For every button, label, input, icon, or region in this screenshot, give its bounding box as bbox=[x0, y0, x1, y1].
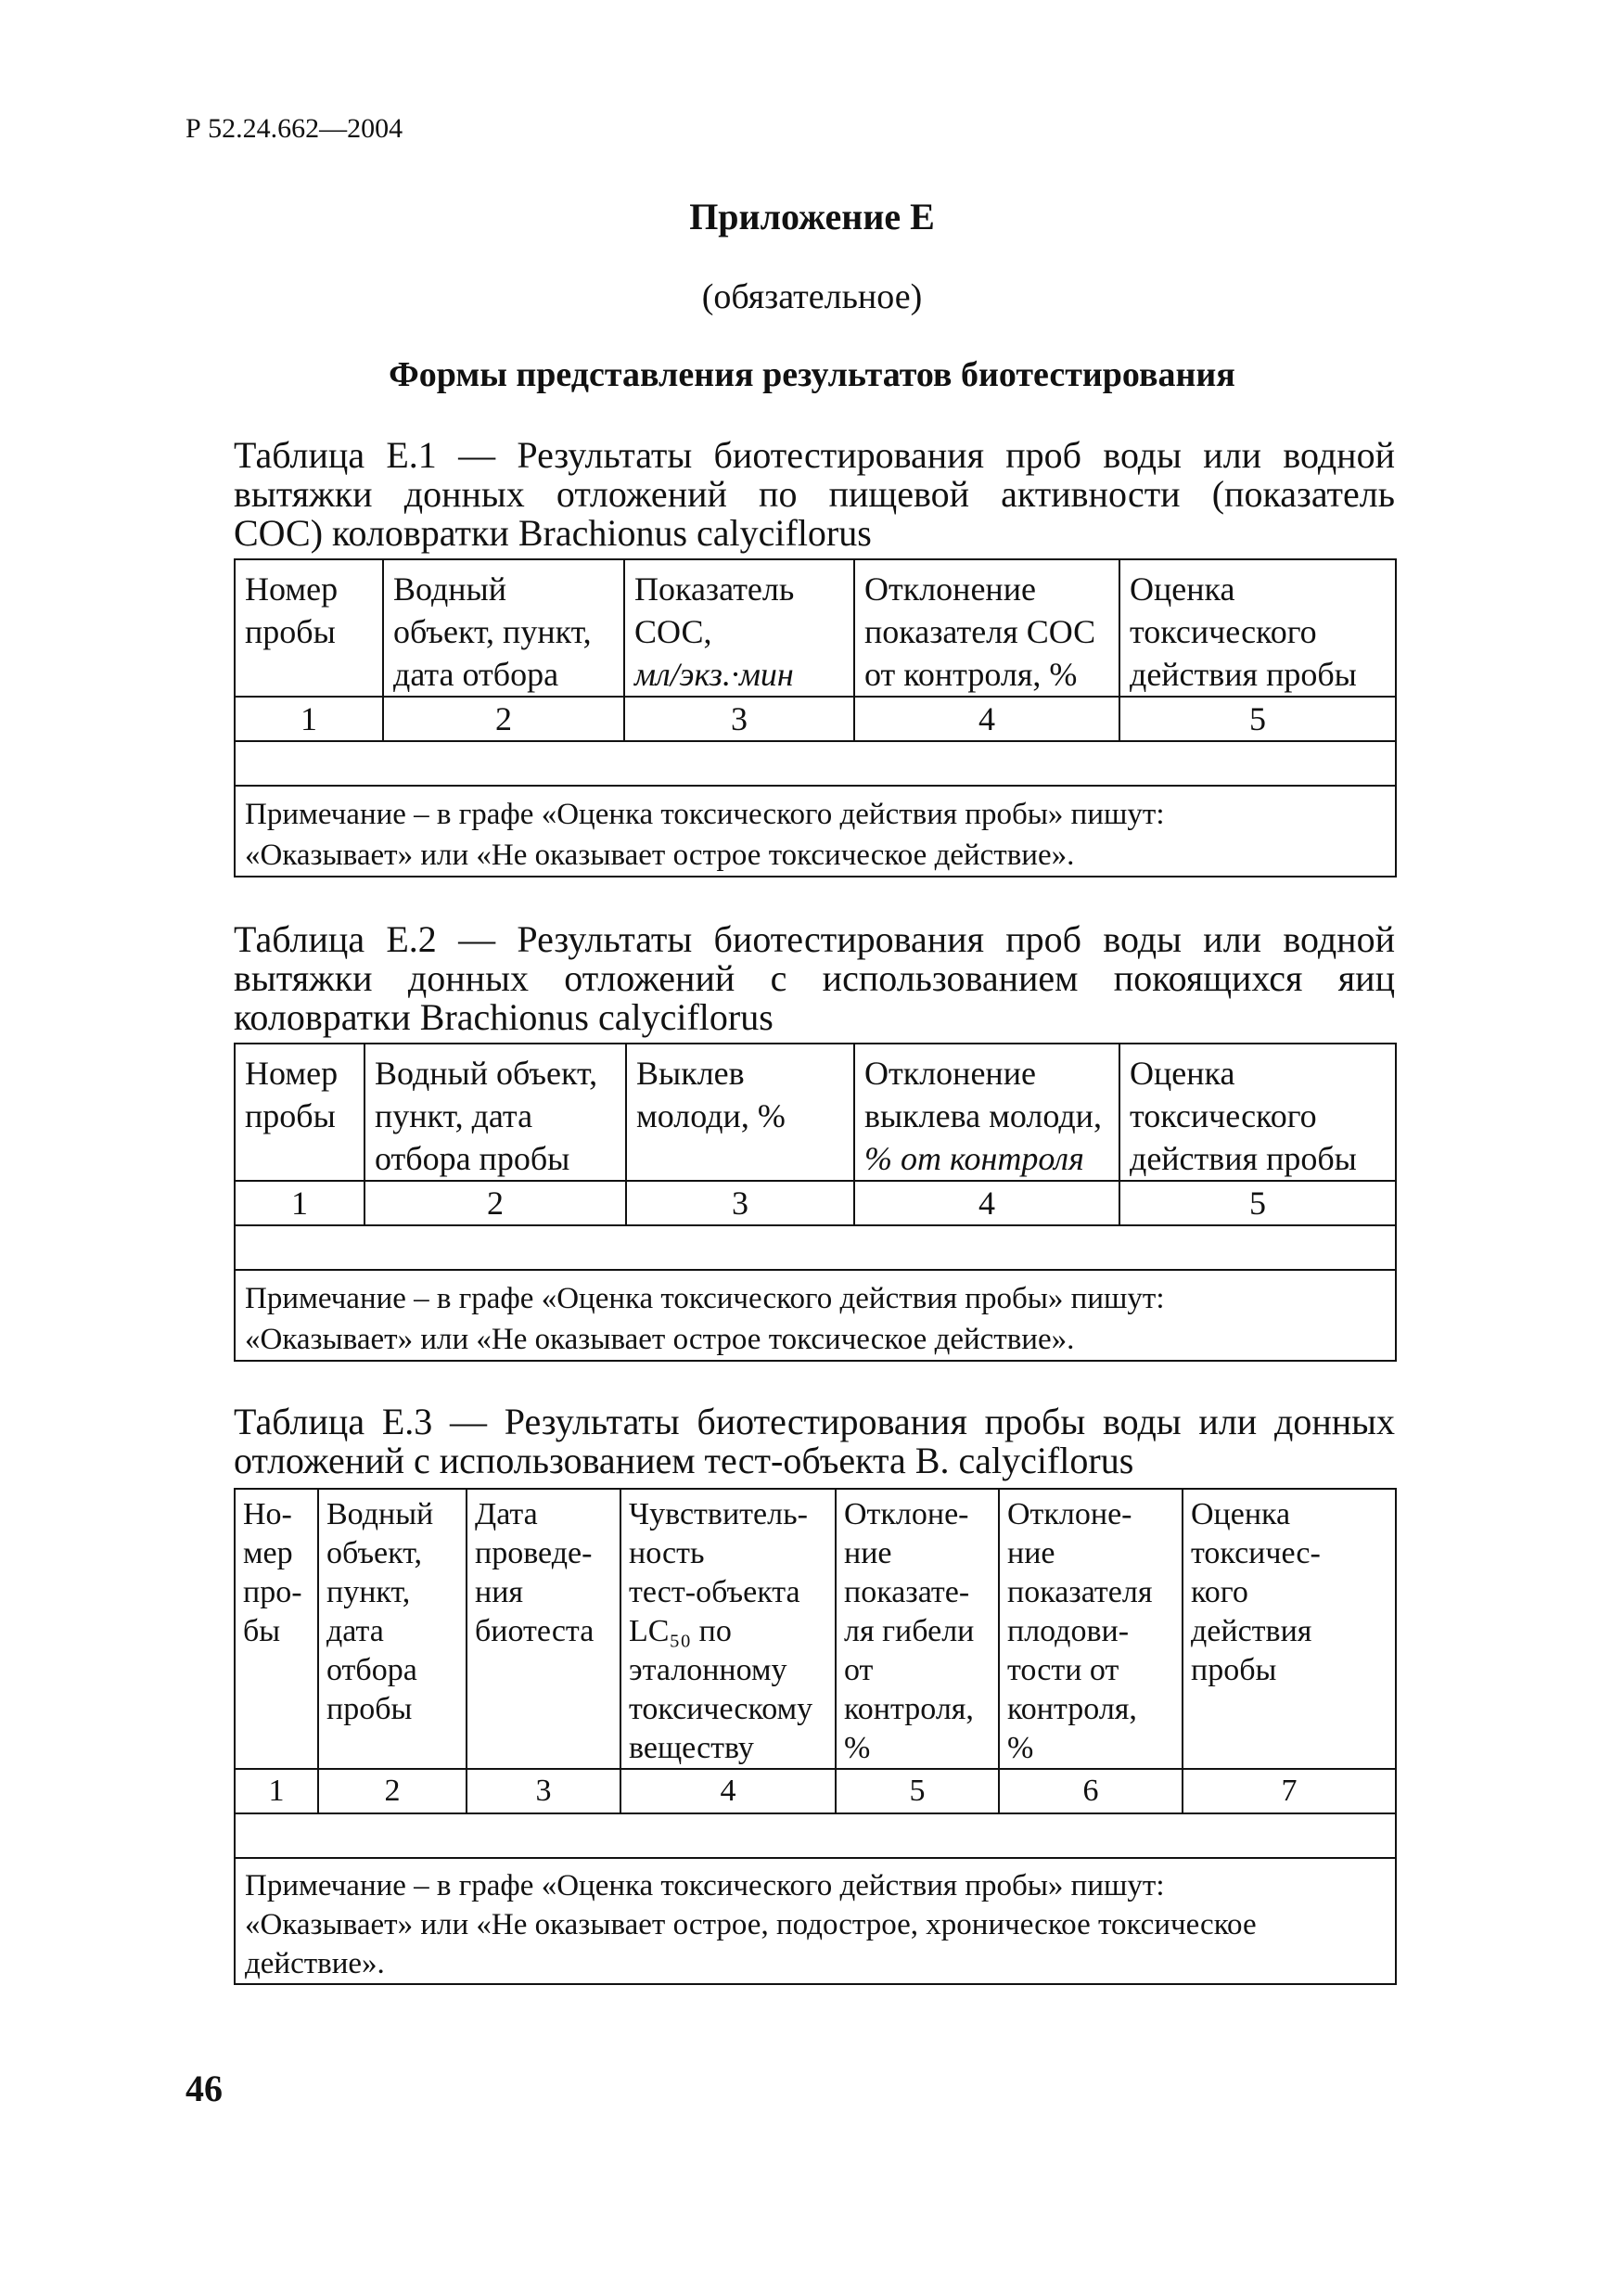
caption-line: вытяжки донных отложений с использованием покоящихся яиц bbox=[234, 957, 1395, 999]
column-number: 1 bbox=[235, 697, 383, 741]
table2-header-row bbox=[235, 1044, 1396, 1181]
table3-empty-row bbox=[235, 1813, 1396, 1858]
column-number: 4 bbox=[854, 697, 1119, 741]
table1-header-cell: Отклонение показателя СОС от контроля, % bbox=[854, 559, 1119, 697]
table3-column-numbers bbox=[235, 1769, 1396, 1813]
table1-header-cell: Оценка токсического действия пробы bbox=[1119, 559, 1396, 697]
table3-note: Примечание – в графе «Оценка токсического действия пробы» пишут: «Оказывает» или «Не оказывает острое, подострое, хроническое токсическое действие». bbox=[235, 1858, 1396, 1984]
caption-line: СОС) коловратки Brachionus calyciflorus bbox=[234, 512, 872, 554]
column-number: 6 bbox=[999, 1769, 1183, 1813]
table1 bbox=[234, 558, 1397, 877]
table3-header-cell: Дата проведе- ния биотеста bbox=[467, 1489, 620, 1769]
table2 bbox=[234, 1043, 1397, 1362]
section-title: Формы представления результатов биотестирования bbox=[389, 355, 1235, 394]
table3-header-cell: Оценка токсичес- кого действия пробы bbox=[1183, 1489, 1396, 1769]
table1-empty-row bbox=[235, 741, 1396, 786]
table1-header-cell: Номер пробы bbox=[235, 559, 383, 697]
table2-header-cell: Выклев молоди, % bbox=[626, 1044, 854, 1181]
table2-header-cell: Водный объект, пункт, дата отбора пробы bbox=[364, 1044, 626, 1181]
table2-note: Примечание – в графе «Оценка токсического действия пробы» пишут: «Оказывает» или «Не оказывает острое токсическое действие». bbox=[235, 1270, 1396, 1361]
table3-header-cell: Чувствитель- ность тест-объекта LC₅₀ по эталонному токсическому веществу bbox=[620, 1489, 836, 1769]
caption-line: отложений с использованием тест-объекта B. calyciflorus bbox=[234, 1440, 1134, 1481]
table2-header-cell: Отклонение выклева молоди, % от контроля bbox=[854, 1044, 1119, 1181]
column-number: 3 bbox=[626, 1181, 854, 1225]
caption-line: вытяжки донных отложений по пищевой активности (показатель bbox=[234, 473, 1395, 515]
table3-header-cell: Водный объект, пункт, дата отбора пробы bbox=[318, 1489, 467, 1769]
column-number: 5 bbox=[1119, 697, 1396, 741]
column-number: 1 bbox=[235, 1181, 364, 1225]
column-number: 5 bbox=[836, 1769, 999, 1813]
table3-header-cell: Отклоне- ние показате- ля гибели от контроля, % bbox=[836, 1489, 999, 1769]
table3-header-row bbox=[235, 1489, 1396, 1769]
table3-header-cell: Отклоне- ние показателя плодови- тости от контроля, % bbox=[999, 1489, 1183, 1769]
table3 bbox=[234, 1488, 1397, 1985]
table1-header-cell: Показатель СОС, мл/экз.·мин bbox=[624, 559, 854, 697]
table1-header-row bbox=[235, 559, 1396, 697]
page-number: 46 bbox=[185, 2068, 223, 2109]
column-number: 3 bbox=[467, 1769, 620, 1813]
table2-header-cell: Оценка токсического действия пробы bbox=[1119, 1044, 1396, 1181]
column-number: 4 bbox=[620, 1769, 836, 1813]
column-number: 2 bbox=[364, 1181, 626, 1225]
column-number: 2 bbox=[318, 1769, 467, 1813]
table1-header-cell: Водный объект, пункт, дата отбора bbox=[383, 559, 624, 697]
column-number: 5 bbox=[1119, 1181, 1396, 1225]
table1-note: Примечание – в графе «Оценка токсического действия пробы» пишут: «Оказывает» или «Не оказывает острое токсическое действие». bbox=[235, 786, 1396, 877]
caption-line: Таблица Е.3 — Результаты биотестирования пробы воды или донных bbox=[234, 1401, 1395, 1442]
table1-caption bbox=[234, 436, 1395, 553]
table2-column-numbers bbox=[235, 1181, 1396, 1225]
document-number: Р 52.24.662—2004 bbox=[185, 113, 403, 144]
table3-caption bbox=[234, 1403, 1395, 1480]
table3-header-cell: Но- мер про- бы bbox=[235, 1489, 318, 1769]
table2-empty-row bbox=[235, 1225, 1396, 1270]
column-number: 2 bbox=[383, 697, 624, 741]
caption-line: Таблица Е.2 — Результаты биотестирования проб воды или водной bbox=[234, 918, 1395, 960]
column-number: 3 bbox=[624, 697, 854, 741]
annex-title: Приложение Е bbox=[689, 196, 935, 237]
table2-caption bbox=[234, 920, 1395, 1037]
column-number: 7 bbox=[1183, 1769, 1396, 1813]
table1-column-numbers bbox=[235, 697, 1396, 741]
column-number: 1 bbox=[235, 1769, 318, 1813]
column-number: 4 bbox=[854, 1181, 1119, 1225]
caption-line: коловратки Brachionus calyciflorus bbox=[234, 996, 774, 1038]
annex-status: (обязательное) bbox=[701, 277, 923, 316]
table2-header-cell: Номер пробы bbox=[235, 1044, 364, 1181]
caption-line: Таблица Е.1 — Результаты биотестирования проб воды или водной bbox=[234, 434, 1395, 476]
